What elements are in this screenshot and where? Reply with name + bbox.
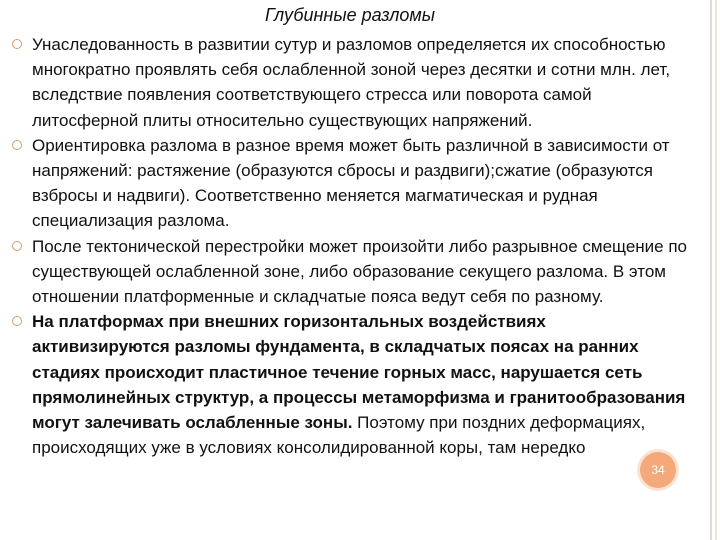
slide-title: Глубинные разломы xyxy=(265,5,435,25)
bullet-item xyxy=(12,309,688,460)
bullet-circle-icon xyxy=(12,241,22,251)
bullet-text: После тектонической перестройки может произойти либо разрывное смещение по существующей ослабленной зоне, либо образование секущего разлома. В этом отношении платформенные и складчатые пояса ведут себя по разному. xyxy=(32,236,687,307)
bullet-item xyxy=(12,32,688,133)
bullet-circle-icon xyxy=(12,316,22,326)
right-border-decoration xyxy=(710,0,720,540)
page-number-badge: 34 xyxy=(640,452,676,488)
bullet-circle-icon xyxy=(12,140,22,150)
bullet-text: Ориентировка разлома в разное время может быть различной в зависимости от напряжений: растяжение (образуются сбросы и раздвиги);сжатие (образуются взбросы и надвиги). Соответственно меняется магматическая и рудная специализация разлома. xyxy=(32,135,670,231)
bullet-bold-text: На платформах при внешних горизонтальных воздействиях активизируются разломы фундамента, в складчатых поясах на ранних стадиях происходит пластичное течение горных масс, нарушается сеть прямолинейных структур, а процессы метаморфизма и гранитообразования могут залечивать ослабленные зоны. xyxy=(32,312,686,433)
bullet-text: Поэтому при поздних деформациях, происходящих уже в условиях консолидированной коры, там нередко xyxy=(32,413,646,458)
bullet-circle-icon xyxy=(12,39,22,49)
bullet-item xyxy=(12,133,688,234)
bullet-text: Унаследованность в развитии сутур и разломов определяется их способностью многократно проявлять себя ослабленной зоной через десятки и сотни млн. лет, вследствие появления соответствующего стресса или поворота самой литосферной плиты относительно существующих напряжений. xyxy=(32,35,671,130)
bullet-list xyxy=(12,32,688,460)
bullet-item xyxy=(12,234,688,310)
